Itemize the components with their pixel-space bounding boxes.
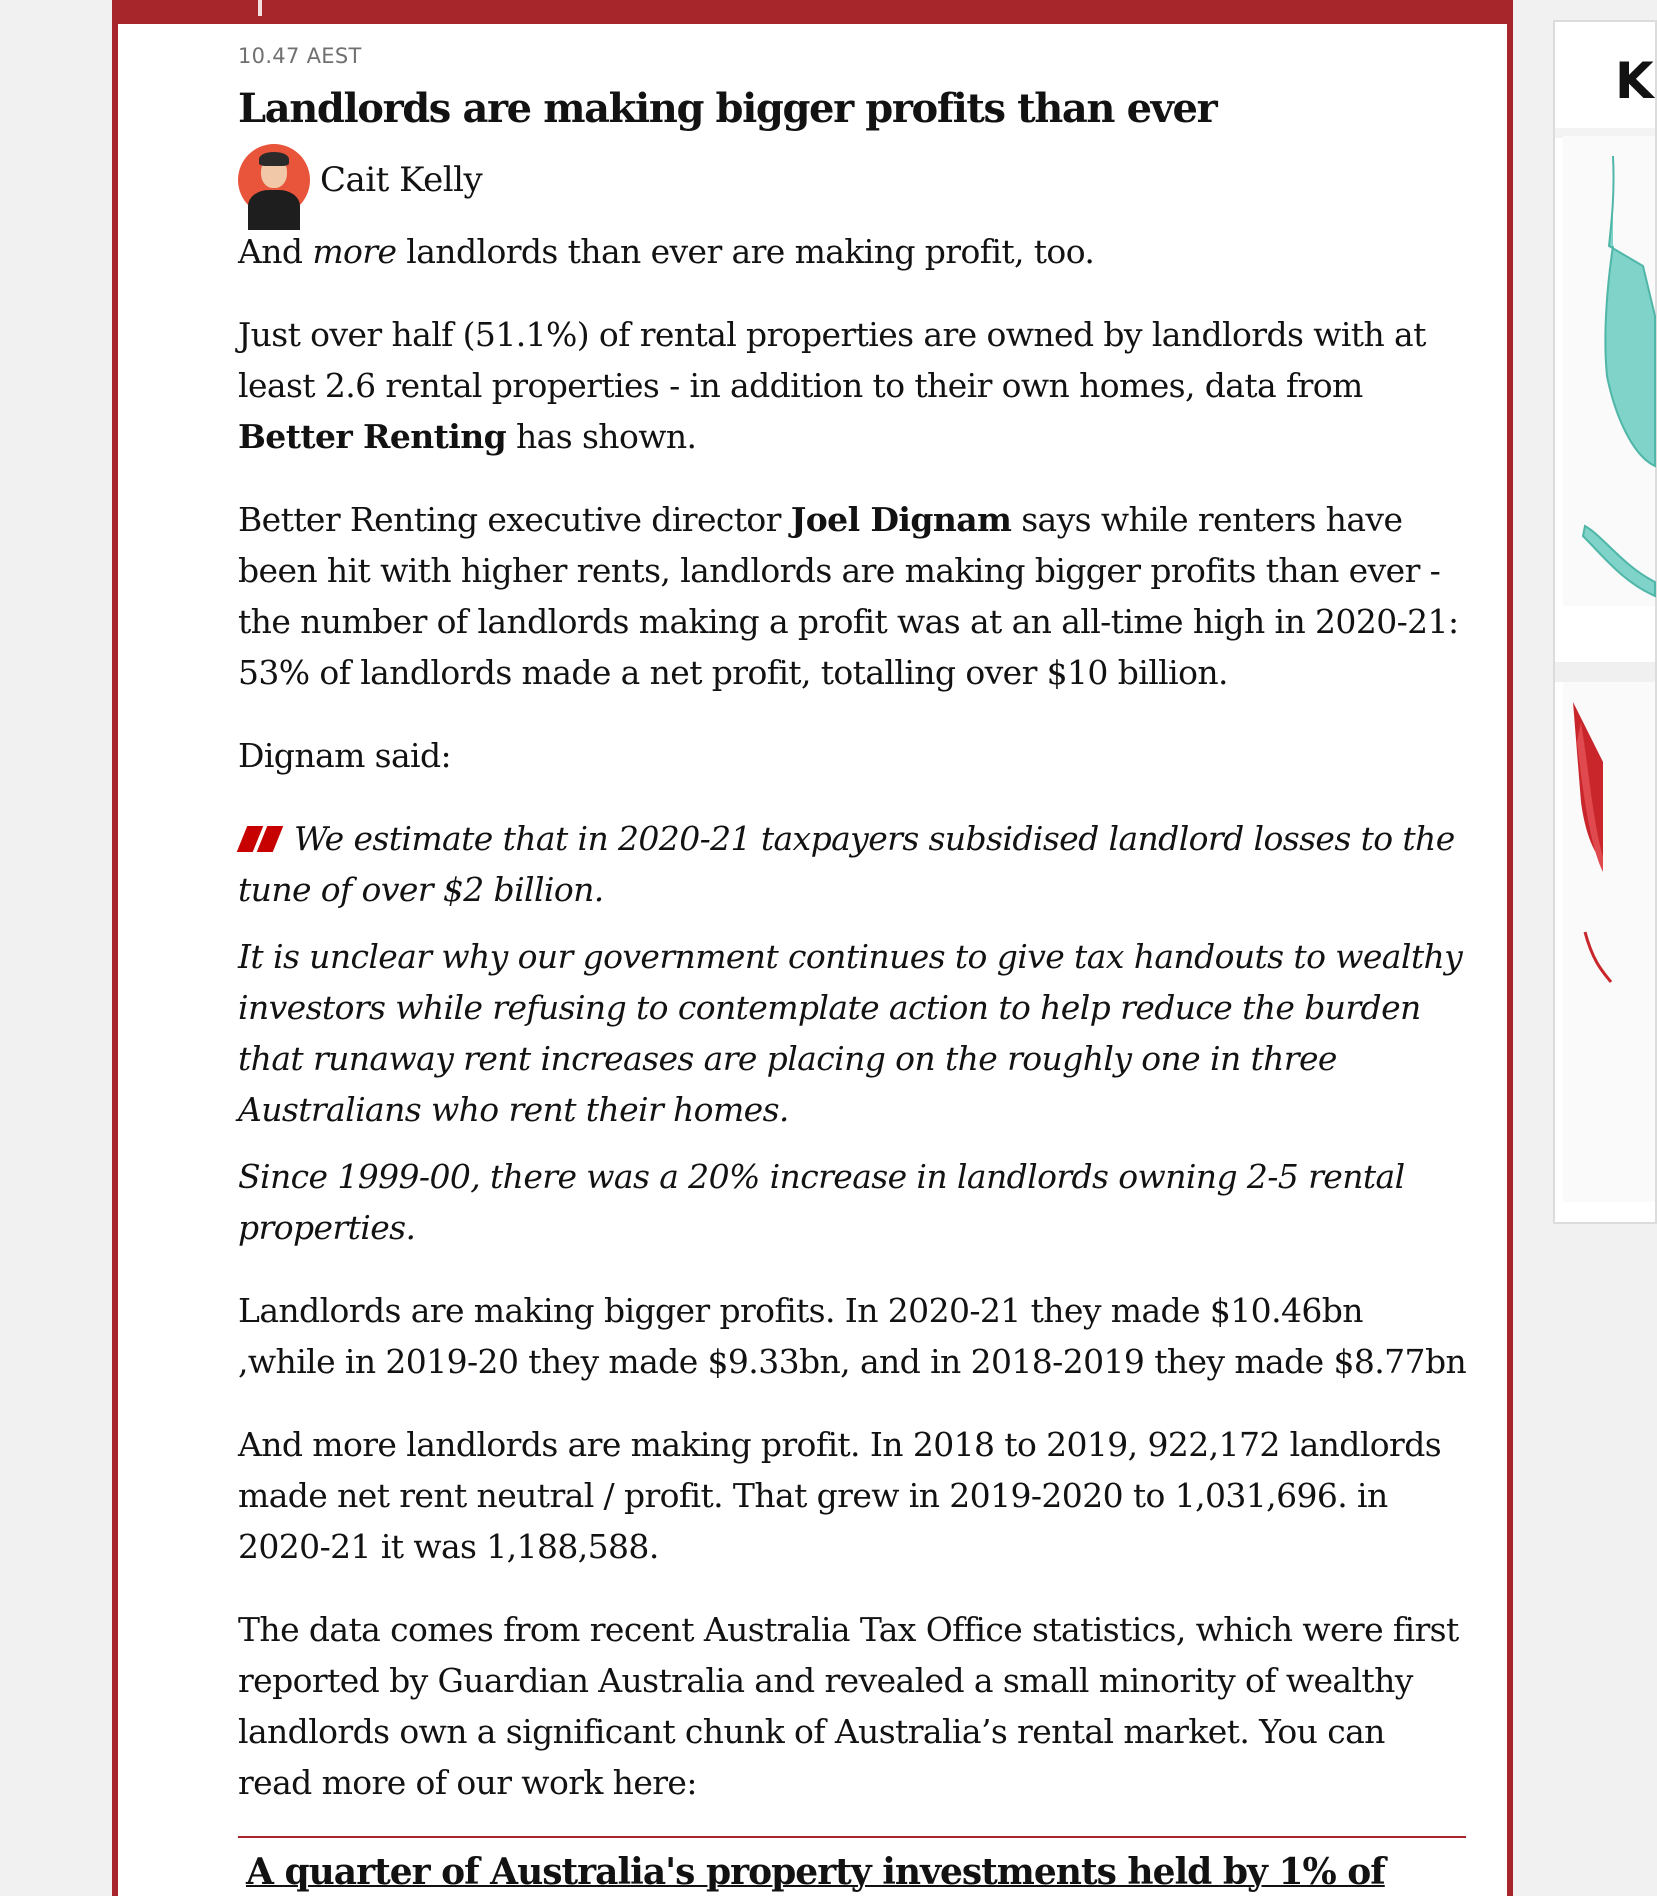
paragraph-2 [238,309,1468,462]
p1-text-a: And [238,232,313,271]
quote-mark-icon [238,826,280,852]
quote-text-1: We estimate that in 2020-21 taxpayers subsidised landlord losses to the tune of over $2 billion. [238,819,1455,909]
paragraph-4: Dignam said: [238,736,452,775]
quote-paragraph-3: Since 1999-00, there was a 20% increase in landlords owning 2-5 rental properties. [238,1157,1405,1247]
p3-bold-joel-dignam: Joel Dignam [790,500,1012,539]
advert-gap [1555,662,1655,682]
p2-bold-better-renting: Better Renting [238,417,507,456]
p1-text-c: landlords than ever are making profit, too. [396,232,1095,271]
advert-product-2-graphic [1563,682,1655,1202]
p2-text-a: Just over half (51.1%) of rental properties are owned by landlords with at least 2.6 rental properties - in addition to their own homes, data from [238,315,1426,405]
post-timestamp[interactable]: 10.47 AEST [238,44,362,68]
paragraph-1 [238,226,1468,277]
author-avatar[interactable] [238,144,310,216]
advert-product-1-image[interactable] [1563,136,1655,606]
avatar-hair [259,152,289,166]
p3-text-a: Better Renting executive director [238,500,791,539]
quote-paragraph-1 [238,813,1468,915]
paragraph-5: Landlords are making bigger profits. In 2020-21 they made $10.46bn ,while in 2019-20 they made $9.33bn, and in 2018-2019 they made $8.77bn [238,1291,1467,1381]
advert-product-1-graphic [1563,136,1655,606]
byline[interactable] [238,144,1468,216]
paragraph-6: And more landlords are making profit. In 2018 to 2019, 922,172 landlords made net rent neutral / profit. That grew in 2019-2020 to 1,031,696. in 2020-21 it was 1,188,588. [238,1425,1442,1566]
post-top-bar [112,0,1513,24]
p2-text-c: has shown. [506,417,697,456]
author-name[interactable]: Cait Kelly [320,160,483,200]
p1-emphasis: more [312,232,397,271]
right-rail-advert[interactable] [1553,20,1657,1224]
advert-header-letter: K [1615,52,1654,110]
related-article-title[interactable]: A quarter of Australia's property investments held by 1% of [246,1851,1385,1893]
avatar-body [248,190,300,230]
post-headline: Landlords are making bigger profits than ever [238,85,1217,132]
advert-product-2-image[interactable] [1563,682,1655,1202]
blockquote [238,813,1468,1253]
top-bar-marker [258,0,262,16]
post-content [238,44,1468,1840]
related-article-link[interactable] [238,1836,1466,1893]
quote-paragraph-2: It is unclear why our government continues to give tax handouts to wealthy investors while refusing to contemplate action to help reduce the burden that runaway rent increases are placing on the roughly one in three Australians who rent their homes. [238,937,1463,1129]
paragraph-3 [238,494,1468,698]
p3-text-c: says while renters have been hit with higher rents, landlords are making bigger profits than ever - the number of landlords making a profit was at an all-time high in 2020-21: 53% of landlords made a net profit, totalling over $10 billion. [238,500,1459,692]
paragraph-7: The data comes from recent Australia Tax Office statistics, which were first reported by Guardian Australia and revealed a small minority of wealthy landlords own a significant chunk of Australia’s rental market. You can read more of our work here: [238,1610,1459,1802]
